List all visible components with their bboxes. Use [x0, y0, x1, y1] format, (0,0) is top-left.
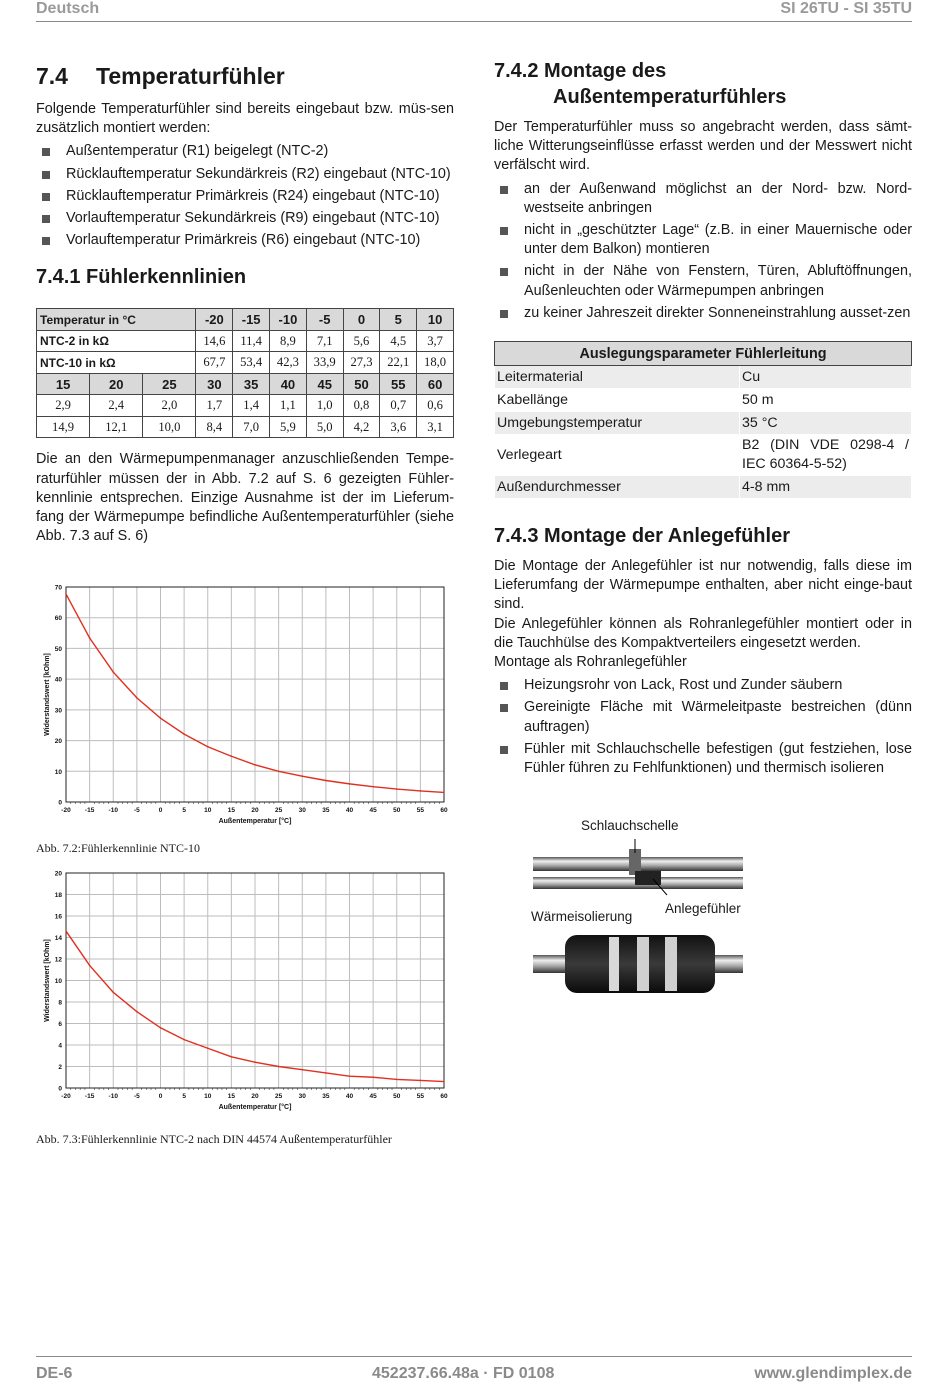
x-axis-label: Außentemperatur [°C]	[218, 818, 292, 825]
data-point	[349, 783, 351, 785]
table-cell: 22,1	[380, 352, 417, 374]
table-cell: 0	[343, 309, 380, 331]
x-tick-label: 5	[182, 807, 186, 814]
y-tick-label: 18	[54, 892, 62, 899]
table-cell: 10,0	[143, 416, 196, 438]
table-cell: -10	[270, 309, 307, 331]
table-cell: 27,3	[343, 352, 380, 374]
table-row	[37, 330, 454, 352]
x-tick-label: 55	[416, 1093, 424, 1100]
x-tick-label: 35	[322, 1093, 330, 1100]
x-tick-label: -20	[61, 1093, 71, 1100]
x-tick-label: 10	[204, 807, 212, 814]
table-cell: 20	[90, 373, 143, 395]
body-paragraph: Die an den Wärmepumpenmanager anzuschließenden Tempe-raturfühler müssen der in Abb. 7.2 auf S. 6 gezeigten Fühler-kennlinie entsprechen. Einzige Ausnahme ist der im Lieferum-fang der Wärmepumpe befindliche Außentemperaturfühler (siehe Abb. 7.3 auf S. 6)	[36, 451, 454, 545]
table-row	[37, 373, 454, 395]
x-tick-label: -5	[133, 1093, 140, 1100]
x-tick-label: 0	[158, 807, 163, 814]
table-cell: 11,4	[233, 330, 270, 352]
data-point	[443, 792, 445, 794]
table-cell: 7,1	[306, 330, 343, 352]
header-language: Deutsch	[36, 0, 100, 17]
table-cell: 30	[196, 373, 233, 395]
x-tick-label: 60	[440, 807, 448, 814]
table-cell: 5,9	[270, 416, 307, 438]
data-point	[231, 1056, 233, 1058]
table-row	[495, 389, 912, 412]
table-cell: 5	[380, 309, 417, 331]
data-point	[301, 775, 303, 777]
data-point	[160, 1027, 162, 1029]
data-point	[278, 1066, 280, 1068]
table-cell: 5,6	[343, 330, 380, 352]
table-cell: 4-8 mm	[740, 476, 912, 499]
subsection-title-line: Außentemperaturfühlers	[553, 86, 787, 108]
data-point	[254, 764, 256, 766]
y-tick-label: 0	[58, 1085, 62, 1093]
data-point	[301, 1069, 303, 1071]
list-item: an der Außenwand möglichst an der Nord- bzw. Nord-westseite anbringen	[494, 180, 912, 218]
section-title	[36, 58, 454, 94]
table-cell: 50 m	[740, 389, 912, 412]
table-cell: 2,4	[90, 395, 143, 417]
x-tick-label: 10	[204, 1093, 212, 1100]
y-tick-label: 2	[58, 1064, 62, 1071]
figure-caption: Abb. 7.2:Fühlerkennlinie NTC-10	[36, 841, 200, 855]
table-cell: 10	[417, 309, 454, 331]
data-point	[349, 1075, 351, 1077]
table-title: Auslegungsparameter Fühlerleitung	[495, 342, 912, 366]
x-tick-label: -5	[133, 807, 140, 814]
data-point	[89, 637, 91, 639]
sensor-mounting-photo	[525, 815, 755, 1020]
x-axis-label: Außentemperatur [°C]	[218, 1104, 292, 1111]
y-tick-label: 6	[58, 1021, 62, 1028]
table-cell: 25	[143, 373, 196, 395]
document-id: 452237.66.48a · FD 0108	[372, 1365, 555, 1382]
table-cell: 42,3	[270, 352, 307, 374]
y-tick-label: 50	[54, 645, 62, 653]
table-cell: 4,5	[380, 330, 417, 352]
x-tick-label: 50	[393, 807, 401, 814]
table-cell: -15	[233, 309, 270, 331]
intro-text: Folgende Temperaturfühler sind bereits eingebaut bzw. müs-sen zusätzlich montiert werden:	[36, 101, 454, 137]
data-point	[278, 770, 280, 772]
data-point	[231, 755, 233, 757]
table-cell: 67,7	[196, 352, 233, 374]
table-cell: 14,6	[196, 330, 233, 352]
x-tick-label: 25	[275, 807, 283, 814]
table-cell: 45	[306, 373, 343, 395]
x-tick-label: 5	[182, 1093, 186, 1100]
data-point	[136, 1011, 138, 1013]
parameter-table	[494, 341, 912, 499]
body-paragraph: Montage als Rohranlegefühler	[494, 654, 687, 671]
data-point	[89, 965, 91, 967]
table-cell: 0,7	[380, 395, 417, 417]
data-point	[136, 697, 138, 699]
table-row	[495, 435, 912, 476]
table-cell: 35	[233, 373, 270, 395]
table-row	[37, 395, 454, 417]
table-cell: 3,6	[380, 416, 417, 438]
sensor-list	[36, 142, 454, 250]
x-tick-label: 20	[251, 1093, 259, 1100]
x-tick-label: 45	[369, 1093, 377, 1100]
table-cell: 40	[270, 373, 307, 395]
table-cell: 4,2	[343, 416, 380, 438]
x-tick-label: -15	[84, 1093, 95, 1100]
page-header	[36, 0, 912, 22]
table-cell: Temperatur in °C	[37, 309, 196, 331]
x-tick-label: -15	[84, 807, 95, 814]
subsection-title: 7.4.1 Fühlerkennlinien	[36, 266, 247, 289]
table-cell: 0,8	[343, 395, 380, 417]
table-cell: 8,4	[196, 416, 233, 438]
table-cell: 33,9	[306, 352, 343, 374]
x-tick-label: 55	[416, 807, 424, 814]
x-tick-label: 20	[251, 807, 259, 814]
x-tick-label: -20	[61, 807, 71, 814]
section-number: 7.4	[36, 63, 68, 89]
table-row	[495, 476, 912, 499]
clamp-label: Schlauchschelle	[581, 818, 679, 833]
data-point	[183, 733, 185, 735]
data-point	[443, 1081, 445, 1083]
installation-list	[494, 676, 912, 778]
table-cell: 7,0	[233, 416, 270, 438]
y-tick-label: 60	[54, 615, 62, 623]
table-cell: Leitermaterial	[495, 366, 740, 389]
data-point	[420, 1080, 422, 1082]
table-cell: NTC-10 in kΩ	[37, 352, 196, 374]
x-tick-label: 60	[440, 1093, 448, 1100]
data-point	[372, 1076, 374, 1078]
x-tick-label: 40	[345, 1093, 354, 1100]
x-tick-label: 30	[298, 807, 306, 814]
ntc2-chart	[36, 866, 454, 1116]
table-row	[37, 416, 454, 438]
table-cell: 53,4	[233, 352, 270, 374]
x-tick-label: 0	[158, 1093, 163, 1100]
body-paragraph: Der Temperaturfühler muss so angebracht werden, dass sämt-liche Witterungseinflüsse erfasst werden und der Messwert nicht verfälscht wird.	[494, 119, 912, 174]
list-item: Gereinigte Fläche mit Wärmeleitpaste bestreichen (dünn auftragen)	[494, 698, 912, 736]
y-tick-label: 20	[54, 870, 62, 878]
data-point	[207, 746, 209, 748]
table-cell: 1,0	[306, 395, 343, 417]
y-tick-label: 0	[58, 799, 62, 807]
data-point	[65, 930, 67, 932]
subsection-title	[494, 58, 912, 110]
table-cell: 14,9	[37, 416, 90, 438]
page-number: DE-6	[36, 1365, 73, 1382]
table-cell: -5	[306, 309, 343, 331]
figure-caption: Abb. 7.3:Fühlerkennlinie NTC-2 nach DIN 44574 Außentemperaturfühler	[36, 1132, 392, 1146]
y-axis-label: Widerstandswert [kOhm]	[44, 653, 51, 736]
section-title-text: Temperaturfühler	[96, 63, 285, 89]
data-point	[372, 786, 374, 788]
table-cell: 0,6	[417, 395, 454, 417]
ntc10-chart	[36, 580, 454, 830]
table-row	[495, 366, 912, 389]
list-item: Vorlauftemperatur Primärkreis (R6) eingebaut (NTC-10)	[36, 231, 454, 250]
table-cell: 35 °C	[740, 412, 912, 435]
data-point	[254, 1061, 256, 1063]
table-cell: Verlegeart	[495, 435, 740, 476]
table-row	[37, 352, 454, 374]
y-tick-label: 70	[54, 584, 62, 592]
y-tick-label: 14	[54, 935, 62, 942]
table-cell: 1,7	[196, 395, 233, 417]
y-axis-label: Widerstandswert [kOhm]	[44, 939, 51, 1022]
data-point	[396, 1079, 398, 1081]
table-cell: 3,7	[417, 330, 454, 352]
list-item: Außentemperatur (R1) beigelegt (NTC-2)	[36, 142, 454, 161]
table-cell: 2,0	[143, 395, 196, 417]
y-tick-label: 8	[58, 999, 62, 1007]
table-header-row	[495, 342, 912, 366]
x-tick-label: 15	[227, 807, 235, 814]
table-cell: 3,1	[417, 416, 454, 438]
left-column	[36, 58, 454, 546]
table-cell: 50	[343, 373, 380, 395]
list-item: Rücklauftemperatur Primärkreis (R24) eingebaut (NTC-10)	[36, 187, 454, 206]
x-tick-label: 25	[275, 1093, 283, 1100]
list-item: nicht in „geschützter Lage“ (z.B. in einer Mauernische oder unter dem Balkon) montieren	[494, 221, 912, 259]
y-tick-label: 30	[54, 707, 62, 715]
y-tick-label: 16	[54, 913, 62, 921]
x-tick-label: 40	[345, 807, 354, 814]
mounting-list	[494, 180, 912, 323]
data-point	[160, 717, 162, 719]
subsection-title-line: 7.4.2 Montage des	[494, 60, 667, 82]
table-cell: NTC-2 in kΩ	[37, 330, 196, 352]
table-cell: Kabellänge	[495, 389, 740, 412]
table-cell: 2,9	[37, 395, 90, 417]
table-cell: 12,1	[90, 416, 143, 438]
right-column	[494, 58, 912, 781]
table-row	[37, 309, 454, 331]
list-item: Fühler mit Schlauchschelle befestigen (gut festziehen, lose Fühler führen zu Fehlfunktionen) und thermisch isolieren	[494, 740, 912, 778]
list-item: nicht in der Nähe von Fenstern, Türen, Abluftöffnungen, Außenleuchten oder Wärmepumpen anbringen	[494, 262, 912, 300]
website-link[interactable]: www.glendimplex.de	[754, 1365, 912, 1382]
table-cell: 55	[380, 373, 417, 395]
table-row	[495, 412, 912, 435]
data-point	[325, 1072, 327, 1074]
y-tick-label: 12	[54, 956, 62, 964]
x-tick-label: 50	[393, 1093, 401, 1100]
data-point	[183, 1039, 185, 1041]
table-cell: 5,0	[306, 416, 343, 438]
x-tick-label: 15	[227, 1093, 235, 1100]
table-cell: 18,0	[417, 352, 454, 374]
header-model: SI 26TU - SI 35TU	[780, 0, 912, 17]
list-item: Rücklauftemperatur Sekundärkreis (R2) eingebaut (NTC-10)	[36, 165, 454, 184]
characteristic-table	[36, 308, 454, 438]
table-cell: B2 (DIN VDE 0298-4 / IEC 60364-5-52)	[740, 435, 912, 476]
x-tick-label: 30	[298, 1093, 306, 1100]
page-footer	[36, 1356, 912, 1386]
table-cell: 1,4	[233, 395, 270, 417]
list-item: Heizungsrohr von Lack, Rost und Zunder säubern	[494, 676, 912, 695]
data-point	[65, 593, 67, 595]
x-tick-label: -10	[108, 1093, 118, 1100]
data-point	[420, 790, 422, 792]
table-cell: 1,1	[270, 395, 307, 417]
data-point	[112, 671, 114, 673]
table-cell: 8,9	[270, 330, 307, 352]
data-point	[325, 780, 327, 782]
insulation-label: Wärmeisolierung	[531, 909, 633, 924]
x-tick-label: 35	[322, 807, 330, 814]
table-cell: 60	[417, 373, 454, 395]
y-tick-label: 20	[54, 738, 62, 746]
data-point	[396, 788, 398, 790]
table-cell: -20	[196, 309, 233, 331]
body-paragraph: Die Anlegefühler können als Rohranlegefühler montiert oder in die Tauchhülse des Kompaktverteilers eingesetzt werden.	[494, 615, 912, 651]
table-cell: Umgebungstemperatur	[495, 412, 740, 435]
table-cell: Außendurchmesser	[495, 476, 740, 499]
y-tick-label: 40	[54, 676, 62, 684]
list-item: Vorlauftemperatur Sekundärkreis (R9) eingebaut (NTC-10)	[36, 209, 454, 228]
table-cell: Cu	[740, 366, 912, 389]
list-item: zu keiner Jahreszeit direkter Sonneneinstrahlung ausset-zen	[494, 304, 912, 323]
body-paragraph: Die Montage der Anlegefühler ist nur notwendig, falls diese im Lieferumfang der Wärmepumpe enthalten, aber nicht einge-baut sind.	[494, 558, 912, 613]
subsection-title: 7.4.3 Montage der Anlegefühler	[494, 525, 790, 548]
x-tick-label: 45	[369, 807, 377, 814]
y-tick-label: 10	[54, 768, 62, 776]
y-tick-label: 10	[54, 978, 62, 985]
y-tick-label: 4	[58, 1042, 62, 1050]
data-point	[207, 1047, 209, 1049]
x-tick-label: -10	[108, 807, 118, 814]
sensor-label: Anlegefühler	[665, 901, 741, 916]
table-cell: 15	[37, 373, 90, 395]
data-point	[112, 992, 114, 994]
